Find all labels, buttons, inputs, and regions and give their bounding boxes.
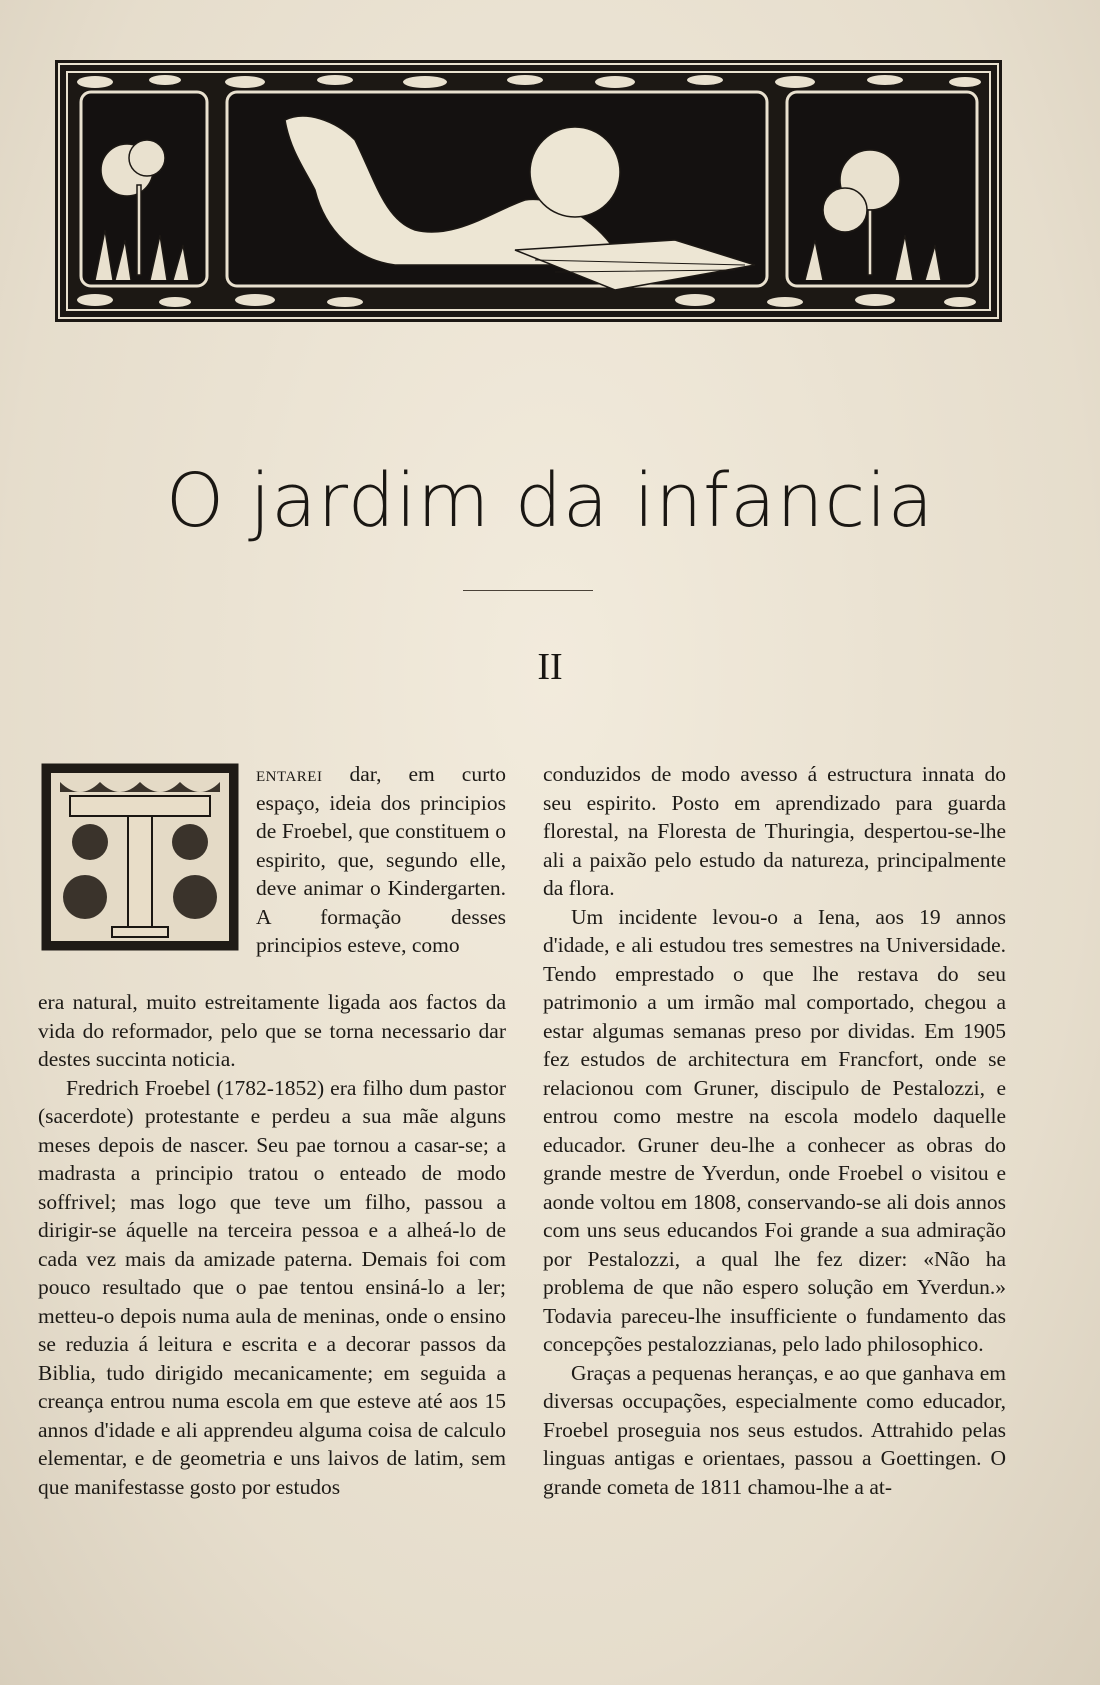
intro-text-wrapped	[256, 760, 506, 960]
paragraph: Um incidente levou-o a Iena, aos 19 annos d'idade, e ali estudou tres semestres na Universidade. Tendo emprestado o que lhe restava do seu patrimonio a um irmão mal comportado, chegou a estar algumas semanas preso por dividas. Em 1905 fez estudos de architectura em Francfort, onde se relacionou com Gruner, discipulo de Pestalozzi, e entrou como mestre na escola modelo daquelle educador. Gruner deu-lhe a conhecer as obras do grande mestre de Yverdun, onde Froebel o visitou e aonde voltou em 1808, conservando-se ali dois annos com uns seus educandos Foi grande a sua admiração por Pestalozzi, a qual lhe fez dizer: «Não ha problema de que não espero solução em Yverdun.» Todavia pareceu-lhe insufficiente o fundamento das concepções pestalozzianas, pelo lado philosophico.	[543, 904, 1006, 1356]
opening-word: entarei	[256, 762, 323, 786]
dropcap-letter: T	[139, 942, 141, 943]
paragraph: Fredrich Froebel (1782-1852) era filho dum pastor (sacerdote) protestante e perdeu a sua mãe alguns meses depois de nascer. Seu pae tornou a casar-se; a madrasta a principio tratou o enteado de modo soffrivel; mas logo que teve um filho, passou a dirigir-se áquelle na terceira pessoa e a alheá-lo de cada vez mais da amizade paterna. Demais foi com pouco resultado que o pae tentou ensiná-lo a ler; metteu-o depois numa aula de meninas, onde o ensino se reduzia á leitura e escrita e a decorar passos da Biblia, tudo dirigido mecanicamente; em seguida a creança entrou numa escola em que esteve até aos 15 annos d'idade e ali apprendeu alguma coisa de calculo elementar, e de geometria e uns laivos de latim, sem que manifestasse gosto por estudos	[38, 1075, 506, 1499]
right-column	[543, 760, 1006, 1501]
left-column	[38, 988, 506, 1501]
paragraph: conduzidos de modo avesso á estructura innata do seu espirito. Posto em aprendizado para guarda florestal, na Floresta de Thuringia, despertou-se-lhe ali a paixão pelo estudo da natureza, principalmente da flora.	[543, 762, 1006, 900]
ornamental-initial-T	[40, 762, 244, 954]
chapter-number: II	[537, 646, 563, 688]
paragraph: era natural, muito estreitamente ligada aos factos da vida do reformador, pelo que se torna necessario dar destes succinta noticia.	[38, 990, 506, 1071]
paragraph: Graças a pequenas heranças, e ao que ganhava em diversas occupações, especialmente como educador, Froebel proseguia nos seus estudos. Attrahido pelas linguas antigas e orientaes, passou a Goettingen. O grande cometa de 1811 chamou-lhe a at-	[543, 1360, 1006, 1499]
opening-text: dar, em curto espaço, ideia dos principios de Froebel, que constituem o espirito, que, segundo elle, deve animar o Kindergarten. A formação desses principios esteve, como	[256, 762, 506, 957]
cherub-reading-illustration	[55, 60, 1002, 348]
title-divider	[463, 590, 593, 591]
page-title: O jardim da infancia	[165, 458, 935, 544]
